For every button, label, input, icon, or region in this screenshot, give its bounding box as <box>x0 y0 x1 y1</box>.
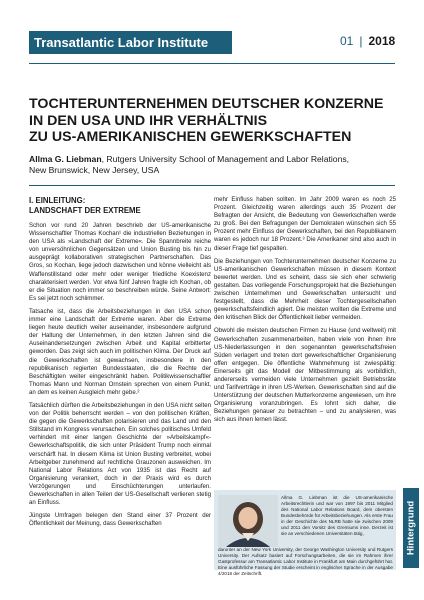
section-heading-line-1: I. EINLEITUNG: <box>29 196 86 205</box>
section-rule <box>29 185 395 186</box>
author-line <box>29 154 399 176</box>
paragraph: mehr Einfluss haben sollten. Im Jahr 2009 waren es noch 25 Prozent. Gleichzeitig waren allerdings auch 35 Prozent der Befragten der Ansicht, die Bedeutung von Gewerkschaften werde zu groß. Bei den Befragungen der Demokraten wünschen sich 55 Prozent mehr Einfluss der Gewerkschaften, bei den Republikanern waren es jedoch nur 18 Prozent.³ Die Amerikaner sind also auch in dieser Frage tief gespalten. <box>214 196 396 252</box>
section-side-tab <box>403 488 419 568</box>
section-heading <box>29 196 211 215</box>
header-rule <box>29 63 395 64</box>
paragraph: Tatsächlich dürften die Arbeitsbeziehungen in den USA nicht selten von der Politik beherrscht werden – von den politischen Kräften, die gegen die Gewerkschaften polarisieren und das Land und den Stillstand im Kongress verursachen. Ein solches politisches Umfeld verhindert mit einer langen Geschichte der »Arbeitskampf«-Gewerkschaftspolitik, die sich unter Präsident Trump noch einmal verschärft hat. In diesem Klima ist Union Busting verbreitet, wobei Arbeitgeber zunehmend auf rechtliche Grauzonen ausweichen. Im National Labor Relations Act von 1935 ist das Recht auf Organisierung verankert, doch in der Praxis wird es durch Verzögerungen und Einschüchterungen unterlaufen. Gewerkschaften in allen Teilen der US-Gesellschaft verlieren stetig an Einfluss. <box>29 401 211 507</box>
issue-separator: | <box>359 34 363 48</box>
article-title <box>29 96 399 146</box>
paragraph: Die Beziehungen von Tochterunternehmen deutscher Konzerne zu US-amerikanischen Gewerkschaften müssen in diesem Kontext bewertet werden. Und es scheint, dass sie sich eher schwierig gestalten. Das vorliegende Forschungsprojekt hat die Beziehungen zwischen Unternehmen und Gewerkschaften untersucht und festgestellt, dass die Mehrheit dieser Tochtergesellschaften gewerkschaftsfeindlich agiert. Die meisten wollten die Extreme und den kritischen Blick der Öffentlichkeit lieber vermeiden. <box>214 257 396 322</box>
title-line-2: IN DEN USA UND IHR VERHÄLTNIS <box>29 112 268 129</box>
issue-number: 01 <box>340 34 354 48</box>
side-tab-label: Hintergrund <box>405 500 417 556</box>
section-heading-line-2: LANDSCHAFT DER EXTREME <box>29 205 141 215</box>
author-photo <box>218 495 278 547</box>
issue-info <box>340 34 395 48</box>
profile-text-top: Allma G. Liebman ist die US-amerikanische Arbeitsrechtlerin und war von 1997 bis 2011 Mitglied des National Labor Relations Board, dem obersten Bundesbehörde für Arbeitsbeziehungen. Als erste Frau in der Geschichte des NLRB hatte sie zwischen 2009 und 2011 den Vorsitz des Gremiums inne. Derzeit ist sie an verschiedenen Universitäten tätig, <box>281 495 393 536</box>
author-profile-box <box>214 490 396 576</box>
title-line-3: ZU US-AMERIKANISCHEN GEWERKSCHAFTEN <box>29 129 352 145</box>
profile-text-bottom: darunter an der New York University, der George Washington University und Rutgers University. Der Aufsatz basiert auf Forschungsarbeiten, die sie im Rahmen ihrer Gastprofessur am Transatlantic Labor Institute in Frankfurt am Main durchgeführt hat. Eine ausführliche Fassung der Studie erscheint in englischer Sprache in der Ausgabe 4/2018 der Zeitschrift. <box>218 547 393 576</box>
paragraph: Tatsache ist, dass die Arbeitsbeziehungen in den USA schon immer eine Landschaft der Extreme waren. Aber die Extreme liegen heute deutlich weiter auseinander, insbesondere aufgrund der Haltung der Unternehmen, in den letzten Jahren sind die Auseinandersetzungen zwischen Arbeit und Kapital erbitterter geworden. Das zeigt sich auch im politischen Klima. Der Druck auf die Gewerkschaften ist gewachsen, insbesondere in den republikanisch regierten Bundesstaaten, die die Rechte der Beschäftigten weiter eingeschränkt haben. Politikwissenschaftler Thomas Mann und Norman Ornstein sprechen von einem Punkt, an dem es keinen Ausgleich mehr gebe.² <box>29 307 211 396</box>
paragraph: Obwohl die meisten deutschen Firmen zu Hause (und weltweit) mit Gewerkschaften zusammenarbeiten, haben viele von ihnen ihre US-Niederlassungen in den sogenannten gewerkschaftsfreien Süden verlagert und treten dort gewerkschaftlicher Organisierung offen entgegen. Die öffentliche Wahrnehmung ist zwiespältig: Einerseits gilt das Modell der Mitbestimmung als vorbildlich, andererseits vermeiden viele Unternehmen gezielt Betriebsräte und Tarifverträge in ihren US-Werken. Gewerkschaften sind auf die Unterstützung der deutschen Mutterkonzerne angewiesen, um ihre Organisierung voranzubringen. Es lohnt sich daher, die Beziehungen genauer zu betrachten – und zu analysieren, was sich aus ihnen lernen lässt. <box>214 327 396 424</box>
title-line-1: TOCHTERUNTERNEHMEN DEUTSCHER KONZERNE <box>29 96 384 112</box>
author-location: New Brunswick, New Jersey, USA <box>29 165 160 175</box>
author-affiliation: , Rutgers University School of Management and Labor Relations, <box>101 154 350 164</box>
left-column <box>29 196 211 533</box>
paragraph: Jüngste Umfragen belegen den Stand einer 37 Prozent der Öffentlichkeit der Meinung, dass Gewerkschaften <box>29 512 211 528</box>
paragraph: Schon vor rund 20 Jahren beschrieb der US-amerikanische Wissenschaftler Thomas Kochan¹ die industriellen Beziehungen in den USA als »Landschaft der Extreme«. Die Spannbreite reiche von unversöhnlichen Gegensätzen und Union Busting bis hin zu ausgeprägt kollaborativen strategischen Partnerschaften. Das Gros, so Kochan, liege jedoch dazwischen und könne vielleicht als Waffenstillstand oder mehr oder weniger friedliche Koexistenz charakterisiert werden. Vor etwa fünf Jahren fragte ich Kochan, ob er die Situation noch immer so beschreiben würde. Seine Antwort: Es sei jetzt noch schlimmer. <box>29 222 211 302</box>
author-name: Allma G. Liebman <box>29 154 102 164</box>
right-column <box>214 196 396 430</box>
portrait-image <box>218 495 278 547</box>
issue-year: 2018 <box>368 34 396 48</box>
publication-header: Transatlantic Labor Institute <box>29 31 232 54</box>
